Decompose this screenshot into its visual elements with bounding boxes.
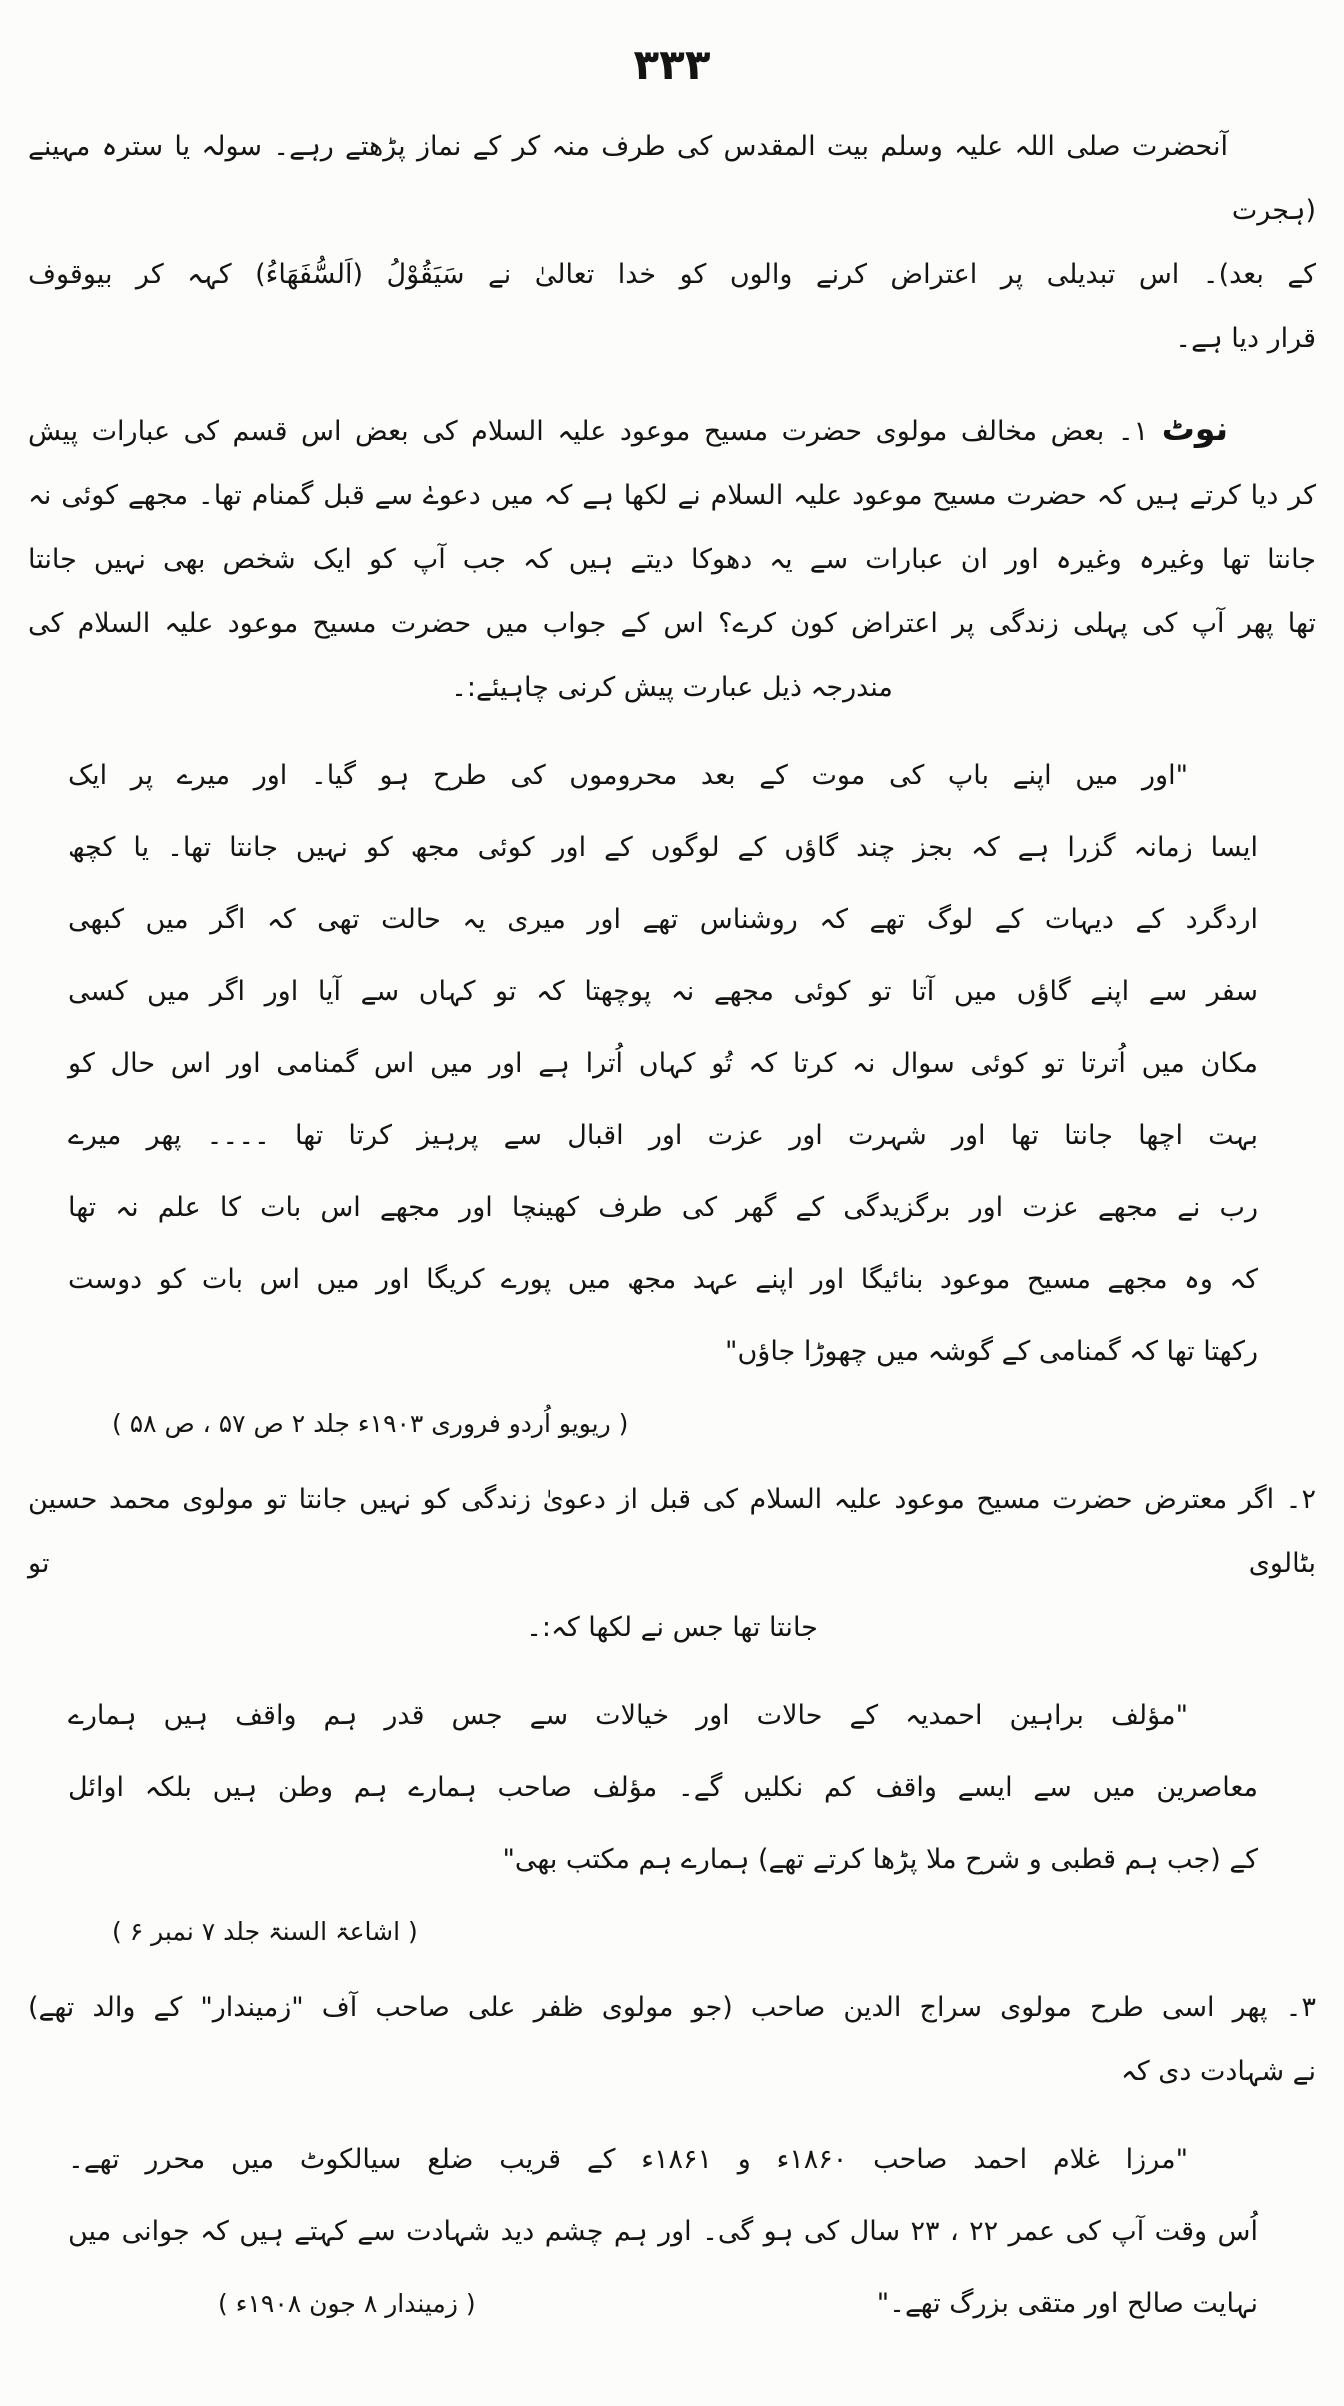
quote-line: بہت اچھا جانتا تھا اور شہرت اور عزت اور اقبال سے پرہیز کرتا تھا ۔۔۔۔ پھر میرے xyxy=(68,1120,1258,1151)
quote-line: اردگرد کے دیہات کے لوگ تھے کہ روشناس تھے اور میری یہ حالت تھی کہ اگر میں کبھی xyxy=(68,904,1258,935)
intro-paragraph xyxy=(28,115,1316,371)
quote-final-line xyxy=(68,2268,1258,2340)
text-line xyxy=(28,397,1316,464)
citation-zamindar: ( زمیندار ۸ جون ۱۹۰۸ء ) xyxy=(218,2289,476,2318)
text-line: کر دیا کرتے ہیں کہ حضرت مسیح موعود علیہ السلام نے لکھا ہے کہ میں دعوےٰ سے قبل گمنام تھا۔ مجھے کوئی نہ xyxy=(28,480,1316,511)
quote-line: اُس وقت آپ کی عمر ۲۲ ، ۲۳ سال کی ہو گی۔ اور ہم چشم دید شہادت سے کہتے ہیں کہ جوانی میں xyxy=(68,2216,1258,2247)
quote-line: کہ وہ مجھے مسیح موعود بنائیگا اور اپنے عہد مجھ میں پورے کریگا اور میں اس بات کو دوست xyxy=(68,1264,1258,1295)
text-line: تھا پھر آپ کی پہلی زندگی پر اعتراض کون کرے؟ اس کے جواب میں حضرت مسیح موعود علیہ السلام کی xyxy=(28,608,1316,639)
quote-line: رکھتا تھا کہ گمنامی کے گوشہ میں چھوڑا جاؤں" xyxy=(725,1336,1258,1367)
quotation-block-1 xyxy=(68,740,1258,1388)
text-line: آنحضرت صلی اللہ علیہ وسلم بیت المقدس کی طرف منہ کر کے نماز پڑھتے رہے۔ سولہ یا سترہ مہینے (ہجرت xyxy=(28,131,1316,226)
quote-line: نہایت صالح اور متقی بزرگ تھے۔" xyxy=(876,2288,1258,2319)
quote-line: "مرزا غلام احمد صاحب ۱۸۶۰ء و ۱۸۶۱ء کے قریب ضلع سیالکوٹ میں محرر تھے۔ xyxy=(68,2144,1188,2175)
text-line: مندرجہ ذیل عبارت پیش کرنی چاہیئے:۔ xyxy=(451,672,893,703)
text-line: ۲۔ اگر معترض حضرت مسیح موعود علیہ السلام کی قبل از دعویٰ زندگی کو نہیں جانتا تو مولوی محمد حسین بٹالوی تو xyxy=(28,1484,1316,1579)
note-line-text: ۱۔ بعض مخالف مولوی حضرت مسیح موعود علیہ السلام کی بعض اس قسم کی عبارات پیش xyxy=(28,416,1149,447)
quotation-block-2 xyxy=(68,1680,1258,1896)
quote-line: معاصرین میں سے ایسے واقف کم نکلیں گے۔ مؤلف صاحب ہمارے ہم وطن ہیں بلکہ اوائل xyxy=(68,1772,1258,1803)
text-line: قرار دیا ہے۔ xyxy=(1175,323,1316,354)
quotation-block-3 xyxy=(68,2124,1258,2340)
quote-line: "اور میں اپنے باپ کی موت کے بعد محروموں کی طرح ہو گیا۔ اور میرے پر ایک xyxy=(68,760,1188,791)
text-line: ۳۔ پھر اسی طرح مولوی سراج الدین صاحب (جو مولوی ظفر علی صاحب آف "زمیندار" کے والد تھے) xyxy=(28,1992,1316,2023)
page-number: ۳۳۳ xyxy=(633,40,711,89)
quote-line: رب نے مجھے عزت اور برگزیدگی کے گھر کی طرف کھینچا اور مجھے اس بات کا علم نہ تھا xyxy=(68,1192,1258,1223)
quote-line: مکان میں اُترتا تو کوئی سوال نہ کرتا کہ تُو کہاں اُترا ہے اور میں اس گمنامی اور اس حال کو xyxy=(68,1048,1258,1079)
quote-line: "مؤلف براہین احمدیہ کے حالات اور خیالات سے جس قدر ہم واقف ہیں ہمارے xyxy=(68,1700,1188,1731)
text-line: جانتا تھا جس نے لکھا کہ:۔ xyxy=(526,1612,818,1643)
quote-line: ایسا زمانہ گزرا ہے کہ بجز چند گاؤں کے لوگوں کے اور کوئی مجھ کو نہیں جانتا تھا۔ یا کچھ xyxy=(68,832,1258,863)
quote-line: کے (جب ہم قطبی و شرح ملا پڑھا کرتے تھے) ہمارے ہم مکتب بھی" xyxy=(502,1844,1258,1875)
citation-review-urdu: ( ریویو اُردو فروری ۱۹۰۳ء جلد ۲ ص ۵۷ ، ص ۵۸ ) xyxy=(112,1409,629,1438)
quote-line: سفر سے اپنے گاؤں میں آتا تو کوئی مجھے نہ پوچھتا کہ تو کہاں سے آیا اور اگر میں کسی xyxy=(68,976,1258,1007)
text-line: نے شہادت دی کہ xyxy=(1120,2056,1316,2087)
note-paragraph xyxy=(28,397,1316,720)
text-line: کے بعد)۔ اس تبدیلی پر اعتراض کرنے والوں کو خدا تعالیٰ نے سَیَقُوْلُ (اَلسُّفَهَاءُ) کہہ کر بیوقوف xyxy=(28,259,1316,290)
citation-ishaat-us-sunnah: ( اشاعۃ السنۃ جلد ۷ نمبر ۶ ) xyxy=(112,1917,418,1946)
point3-paragraph xyxy=(28,1976,1316,2104)
point2-paragraph xyxy=(28,1468,1316,1660)
text-line: جانتا تھا وغیرہ وغیرہ اور ان عبارات سے یہ دھوکا دیتے ہیں کہ جب آپ کو ایک شخص بھی نہیں جانتا xyxy=(28,544,1316,575)
note-heading: نوٹ xyxy=(1161,409,1228,448)
